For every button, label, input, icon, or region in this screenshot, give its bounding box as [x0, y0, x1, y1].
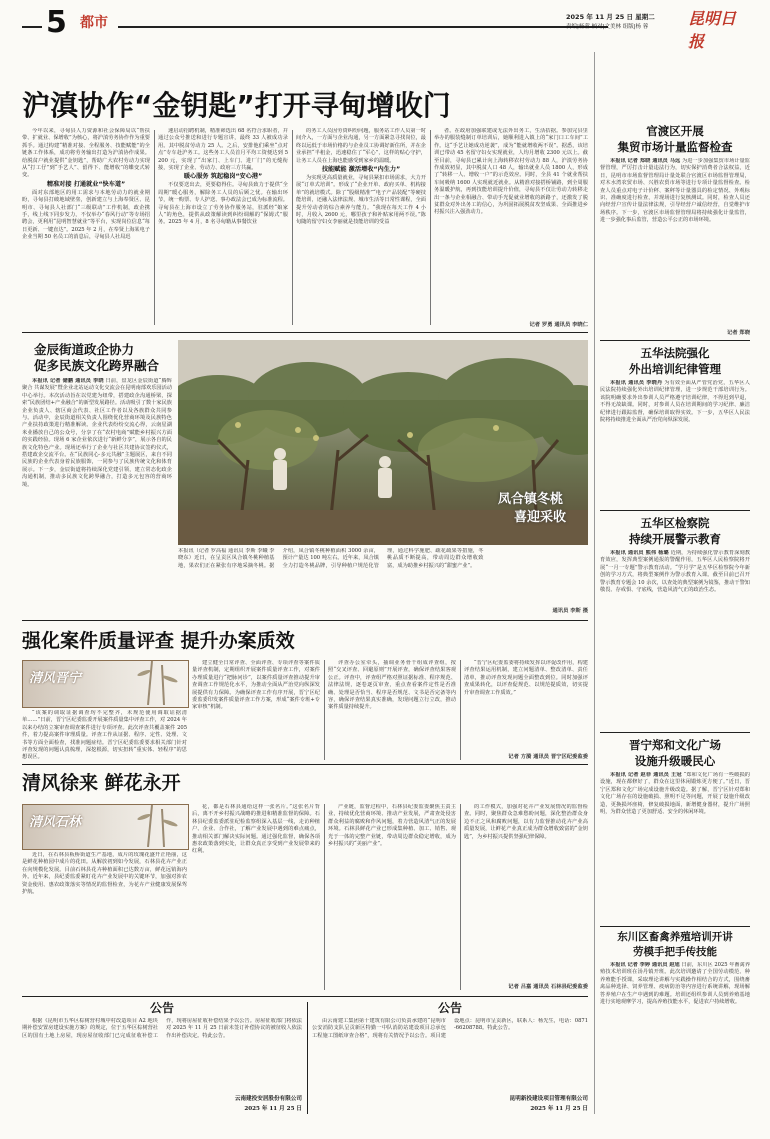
a3-title-2: 持续开展警示教育 — [629, 532, 721, 546]
section-name: 都市 — [80, 15, 108, 31]
jinchen-headline-1: 金辰街道政企协力 — [34, 342, 135, 357]
review-credit: 记者 方漪 通讯员 晋宁区纪委监委 — [508, 754, 588, 760]
review-banner — [22, 660, 189, 708]
qingfeng-banner — [22, 804, 189, 850]
qingfeng-col-4: 的工作模式，加强对花卉产业发展情况的监督检查。同时，聚焦群众急难愁盼问题，深化整治群众身边不正之风和腐败问题，以有力监督推动花卉产业高质量发展，让鲜花产业真正成为群众增收致富的“金钥匙”，为乡村振兴提供坚强纪律保障。 — [464, 804, 588, 840]
lead-credit: 记者 罗勇 通讯员 李晓仁 — [529, 322, 588, 328]
col-divider — [154, 130, 155, 325]
editor-line: 责编|杨蓉 校对|文美林 组版|杨 蓉 — [566, 24, 649, 30]
qingfeng-col-3: 产业链，监督过程中，石林县纪委监委聚焦主责主业，持续优化营商环境、推动产业发展，严肃查处侵害群众利益的腐败和作风问题，着力营造风清气正的发展环境。石林县鲜花产业已形成集种植、加工、销售、观光于一体的完整产业链，带动周边群众稳定增收，成为乡村振兴的“美丽产业”。 — [328, 804, 456, 848]
col-divider — [460, 660, 461, 760]
col-divider — [292, 130, 293, 325]
a2-title-1: 五华法院强化 — [640, 346, 710, 360]
notice-2-date: 2025 年 11 月 25 日 — [530, 1106, 588, 1112]
jinchen-byline: 本报讯 记者 储鹏 通讯员 李晓 — [32, 378, 104, 384]
notice-2-body: 由云南建工集团第十建筑有限公司负责承建的“昆明市公安消防支队呈贡新区特勤一中队消防站建设项目总承包工程施工图纸审查合格”，现将有关情况予以公告。项目建设地点：昆明市呈贡新区，联系人：杨先生，电话：0871-66208788。特此公告。 — [312, 1018, 588, 1039]
paper-logo: 昆明日报 — [688, 9, 737, 51]
review-col-1: “该案的调取证据调查均不完整齐，未规范使用调取证据清单……”日前，晋宁区纪委监委开展案件质量集中评查工作，对 2024 年以来办结的立案审查调查案件进行专项评查。此次评查共覆盖案件 205 件，着力提高案件审理质量。评查工作从证据、程序、定性、处理、文书等方面全面检查，找准问题症结。晋宁区纪委监委要求相关部门针对评查发现的问题认真梳理，深挖根源，切实扭转“重实体、轻程序”的思想误区。 — [22, 710, 187, 761]
a5-title-2: 劳模手把手传技能 — [633, 946, 717, 958]
jinchen-body: 本报讯 记者 储鹏 通讯员 李晓 日前，盘龙区金辰街道“腾辉聚合 共谋发展”暨企业北站运动文化交流会在昆明南部欢乐园活动中心举行。本次活动旨在以党建为纽带，搭建政企沟通桥梁，探索“民族团结+产业融合”的新型发展路径。活动吸引了数十家民族企业负责人、辖区商会代表、社区工作者以及各族群众共同参与。活动中，金辰街道相关负责人围绕优化营商环境及民族特色产业扶持政策进行精准解读。企业代表纷纷交流心得，云南星湖米业播放自己的公众号，分享了在“农村电商”赋能乡村振兴方面的实践经验。现场 6 家企业依次进行“新鲜分享”，展示各自的民族文化特色产业。现场还举行了企业与社区共建协议签约仪式，搭建政企交流平台。在“民族同心·多元共融”主题展区，来自不同民族的企业代表身着民族服饰，一同参与了民族传统文化和体育展示。下一步，金辰街道将持续深化党建引领，建立常态化政企沟通机制，推动多民族文化跨界融合，打造多元包容的营商环境。 — [22, 378, 172, 488]
notice-1-body: 根据《昆明市五华区棕树营村城中村改造项目 A2 地块期补偿安置房建设实施方案》的规定，位于五华区棕树营社区的国有土地上房屋，现房屋征收部门已完成征收补偿工作，现将房屋征收补偿结果予以公告。房屋征收部门将依法对 2025 年 11 月 25 日前未签订补偿协议的被征收人依法作出补偿决定。特此公告。 — [22, 1018, 302, 1039]
qingfeng-col-1: 近日，在石林县板桥街道生产基地，成片的玫瑰花盛开正艳丽，这是鲜花种植园中成片的花田。从解放初到如今发展，石林县花卉产业正在向规模化发展。目前石林县花卉种植面积已达数万亩，鲜花远销海内外。近年来，县纪委监委紧盯花卉产业发展中的关键环节，加强对涉农资金使用、惠农政策落实等情况的监督检查，为花卉产业健康发展保驾护航。 — [22, 852, 187, 896]
notice-2-title: 公告 — [437, 1001, 462, 1015]
photo-caption: 本报讯（记者 罗高福 通讯员 李斯 李曦 李晓东）近日，在呈贡区凤合镇冬桃种植基地，果农们正在紧张有序地采摘冬桃。据介绍，凤合镇冬桃种植面积 3000 余亩，预计产量达 100 吨左右。近年来，凤合镇全力打造冬桃品牌，引导种植户规范化管理，通过科学施肥、疏花疏果等措施，冬桃品质不断提高，带动周边群众增收致富，成为助推乡村振兴的“甜蜜产业”。 — [178, 548, 484, 569]
review-col-3: 评查办公室牵头，抽调业务骨干组成评查组，按照“交叉评查、回避原则”开展评查，确保评查结果客观公正。评查中，评查组严格对照证据标准、程序规范、法律法规，逐卷逐页审查，重点查看案件定性是否准确、处理是否恰当、程序是否规范、文书是否完备等内容，确保评查结果真实准确，发现问题立行立改，推动案件质量持续提升。 — [328, 660, 456, 711]
notice-box-2 — [312, 1000, 588, 1116]
notice-box-1 — [22, 1000, 302, 1116]
qingfeng-col-2: 花，都是石林县通给这样一张名片。”这张名片背后，离不开乡村振兴战略的推进和精准监督的保障。石林县纪委监委派驻纪检监察组深入基层一线，走访种植户、企业、合作社，了解产业发展中遇到的难点痛点，推动相关部门解决实际问题。通过强化监督，确保各项惠农政策落到实处，让群众真正享受到产业发展带来的红利。 — [192, 804, 320, 855]
notice-1-org: 云南建投安居股份有限公司 — [234, 1096, 302, 1102]
date-line: 2025 年 11 月 25 日 星期二 — [566, 13, 655, 21]
a3-title-1: 五华区检察院 — [640, 516, 710, 530]
section-rule — [22, 996, 588, 997]
section-rule — [22, 764, 588, 765]
a4-title-1: 晋宁郑和文化广场 — [629, 738, 721, 752]
a3-body: 本报讯 通讯员 熊伟 杨璐 近期，为持续强化警示教育深刻教育效应，发挥典型案例通报的警醒作用，五华区人民检察院将开展“一月一专题”警示教育活动。“学月学”是五华区检察院今年新创的学习方式，将典型案例作为警示教育入课。截至目前已召开警示教育专题会 10 余次，以查处的典型案例为镜鉴，推动干警知敬畏、存戒惧、守底线，营造风清气正的政治生态。 — [600, 550, 750, 594]
notice-divider — [307, 1002, 308, 1114]
a4-title-2: 设施升级暖民心 — [634, 754, 716, 768]
jinchen-headline-2: 促多民族文化跨界融合 — [34, 358, 160, 373]
a1-title-2: 集贸市场计量监督检查 — [617, 140, 733, 154]
review-headline: 强化案件质量评查 提升办案质效 — [22, 630, 295, 652]
page-header — [22, 5, 750, 51]
a5-title-1: 东川区畜禽养殖培训开讲 — [617, 931, 733, 943]
qingfeng-credit: 记者 吕嘉 通讯员 石林县纪委监委 — [508, 984, 588, 990]
section-rule — [22, 620, 588, 621]
header-rule-left — [22, 26, 42, 28]
lead-col-2: 速启动招聘机制，精准筛选出 68 名符合求职者，并通过公众号推送和进行专题宣讲，最终 33 人被成功录用。其中脱贫劳动力 25 人。之后，安排他们乘坐“点对点”专车赴沪务工。这些务工人员首月平均工资便达到 5200 元，实现了“出家门、上车门、进厂门”的无缝衔接，实现了企业、劳动力、政府三方共赢。 暖心服务 筑起稳岗“安心港” 不仅要送出去，更要稳得住。寻甸县致力于提供“全周期”暖心服务，解除务工人员的后顾之忧。在输出环节，统一购票、专人护送、事办政法会已成为标准流程。寻甸县在上海市设立了劳务协作服务站，驻派经“娘家人”的角色，提供从政策解读到纠纷调解的“保姆式”服务。2025 年 4 月，8 名寻甸籍从事餐饮业 — [158, 128, 288, 226]
bamboo-icon — [134, 805, 184, 847]
a1-title-1: 官渡区开展 — [646, 124, 704, 138]
right-rule — [600, 340, 750, 341]
col-divider — [324, 804, 325, 990]
a1-body: 本报讯 记者 郑晓 通讯员 马远 为进一步加强集贸市场计量监督管理，严厉打击计量违法行为，切实保护消费者合法权益，近日，昆明市市场监督管理局计量处联合官渡区市场监督管理局，对木水湾农贸市场、兴胜农贸市场等进行专项计量监督检查。检查人员重点对电子计价秤、案秤等计量器具的检定情况、外观标识、准确度进行检查，并现场进行复核测试。同时，检查人员还向经营户宣传计量法律法规，引导经营户诚信经营，自觉维护市场秩序。下一步，官渡区市场监督管理局将持续强化计量监管，进一步强化事后监管，营造公平公正的市场环境。 — [600, 158, 750, 224]
a5-body: 本报讯 记者 李婷 通讯员 赵旭 日前，东川区 2025 年畜禽养殖技术培训班在汤丹镇开班。此次培训邀请了全国劳动模范、种养殖能手授课，采取理论讲解与实践操作相结合的方式，围绕畜禽品种选择、饲养管理、疫病防治等内容进行系统讲解，现场解答养殖户在生产中遇到的难题。培训还组织参训人员到养殖基地进行实地观摩学习，提高养殖技能水平，促进农户持续增收。 — [600, 962, 750, 1006]
photo-title-1: 凤合镇冬桃 — [498, 492, 564, 507]
review-col-4: “晋宁区纪委监委将持续发挥以评促改作用，构建评查结果运用机制，建立问题清单、整改清单、责任清单，推动评查发现问题全面整改到位。同时加强评查成果转化，以评查促规范、以规范提质效，切实提升审查调查工作质效。” — [464, 660, 588, 696]
lead-subhead-2: 暖心服务 筑起稳岗“安心港” — [183, 173, 263, 181]
col-divider — [460, 804, 461, 990]
lead-subhead-3: 技能赋能 激活增收“内生力” — [321, 166, 401, 174]
review-col-2: 建立健全日常评查、全面评查、专项评查等案件质量评查机制，定期组织开展案件质量评查工作，对案件办理质量进行“把脉问诊”，以案件质量评查推动提升审查调查工作规范化水平，为推动全面从严治党向纵深发展提供有力保障。为确保评查工作有序开展，晋宁区纪委监委印发案件质量评查工作方案，形成“案件专班+专家审核”机制。 — [192, 660, 320, 711]
peach-orchard-photo — [178, 340, 588, 545]
notice-2-org: 昆明新投建设项目管理有限公司 — [509, 1096, 588, 1102]
notice-1-title: 公告 — [149, 1001, 174, 1015]
a1-credit: 记者 郑晓 — [726, 330, 750, 336]
qingfeng-headline: 清风徐来 鲜花永开 — [22, 772, 181, 794]
right-rule — [600, 732, 750, 733]
right-rule — [600, 510, 750, 511]
lead-subhead-1: 精准对接 打通就业“快车道” — [46, 180, 126, 188]
right-rule — [600, 926, 750, 927]
qingfeng-banner-label: 清风石林 — [29, 815, 82, 830]
bamboo-icon — [134, 661, 184, 705]
lead-col-1: 今年以来，寻甸县人力资源和社会保障局以“帮扶带、扩就业、保增收”为核心，将沪滇劳务协作作为重要抓手。通过构建“精准对接、全程服务、技能赋能”的全链条工作体系，成功将劳务输出打造为沪滇协作成果。给脱贫户就业提供“金钥匙”，帮助广大农村劳动力实现从“打工仔”到“手艺人”、留得下、能增收”的蝶变式转变。 精准对接 打通就业“快车道” 面对东部地区的用工需求与本地劳动力的就业期盼，寻甸县打破地域壁垒，创新建立与上海奉贤区、昆明市、寻甸县人社部门“三级联动”工作机制，政企携手，线上线下同步发力，不仅举办“春风行动”等专场招聘会，更利用“昆明智慧就业”等平台，实现岗位信息“每日更新、一键直达”。2025 年 2 月，在奉贤上海某电子企业当期 50 名员工的消息后，寻甸县人社局迅 — [22, 128, 150, 241]
col-divider — [324, 660, 325, 760]
col-divider — [430, 130, 431, 325]
lead-col-4: 者。在政府加强联建或无法外出务工，生活拮据。参加完县里举办的服装缝制订单培训后，她顺利进入镇上的“家门口工车间”工作。这“手艺让她成功逆袭”，成为“能就增收两不误”。据悉，该培训已带动 45 名留守妇女实现就业，人均月增收 2300 元以上。截至目前，寻甸县已累计向上海转移农村劳动力 88 人，沪滇劳务协作成效初显，其中脱贫人口 48 人，输出就业人员 1800 人，形成了“转移一人、增收一户”的示范效应。同时，全县 41 个就业帮扶车间吸纳 1600 人实现就近就业。从精准对接搭桥铺路，到全周服务温暖护航，再到技能培训提升价值，寻甸县不仅让劳动力转移走出一条与企业相融合、带动手光促就业增收的新路子，还激发了脱贫群众对外出务工的信心，为巩固拓展脱贫攻坚成果、全面推进乡村振兴注入强劲动力。 — [434, 128, 588, 216]
notice-1-date: 2025 年 11 月 25 日 — [244, 1106, 302, 1112]
photo-title-2: 喜迎采收 — [514, 510, 567, 525]
a2-body: 本报讯 通讯员 李晓丹 为有效全面从严管党治党，五华区人民法院持续强化外出培训纪律管理，进一步规范干部培训行为。该院明确要求外出参训人员严格遵守培训纪律，不得迟到早退，不得无故缺课。同时，对参训人员在培训期间的学习纪律、廉洁纪律进行跟踪监督，确保培训取得实效。下一步，五华区人民法院将持续推进全面从严治党向纵深发展。 — [600, 380, 750, 424]
photo-credit: 通讯员 李斯 摄 — [552, 608, 588, 614]
a2-title-2: 外出培训纪律管理 — [629, 362, 721, 376]
section-rule — [22, 332, 588, 333]
header-rule — [118, 26, 608, 28]
right-column-divider — [594, 52, 595, 1114]
a4-body: 本报讯 记者 赵菲 通讯员 王冠 “郑和文化广场有一些破损的设施，现在都修好了，群众在这里休闲锻炼更方便了。”近日，晋宁区郑和文化广场完成设施升级改造。据了解，晋宁区针对郑和文化广场存在的设施破损、照明不足等问题，开展了设施升级改造，更换损坏座椅，修复破损地面，新增健身器材，提升广场照明，为群众营造了更加舒适、安全的休闲环境。 — [600, 772, 750, 816]
lead-col-3: 的务工人员因劳资纠纷问题，服务站工作人员第一时间介入，一方面与企业沟通，另一方面紧急寻找岗位，最终以远低于市场价格的与企业员工协调好新住所，并在企业承担“半租金，迅速稳住了“军心”，这样的贴心守护，让务工人员在上海也能感受到家乡的温暖。 技能赋能 激活增收“内生力” 为实现更高质量就业，寻甸县紧扣市场需求，大力开展“订单式培训”。形成了“企业开单、政府买单、机构接单”的就培模式。除了“股级精准”“电子产品装配”等硬技能培训，还融入法律法规、城市生活等日常性课程，全面提升劳动者的综合素养与能力。“我现在每天工作 4 小时，月收入 2600 元，哪里孩子和补贴家用两不误。”陈旬随的留守妇女李丽就是技能培训的受益 — [296, 128, 426, 226]
page-number: 5 — [46, 5, 67, 40]
lead-headline: 沪滇协作“金钥匙”打开寻甸增收门 — [22, 89, 451, 122]
review-banner-label: 清风晋宁 — [29, 671, 82, 686]
